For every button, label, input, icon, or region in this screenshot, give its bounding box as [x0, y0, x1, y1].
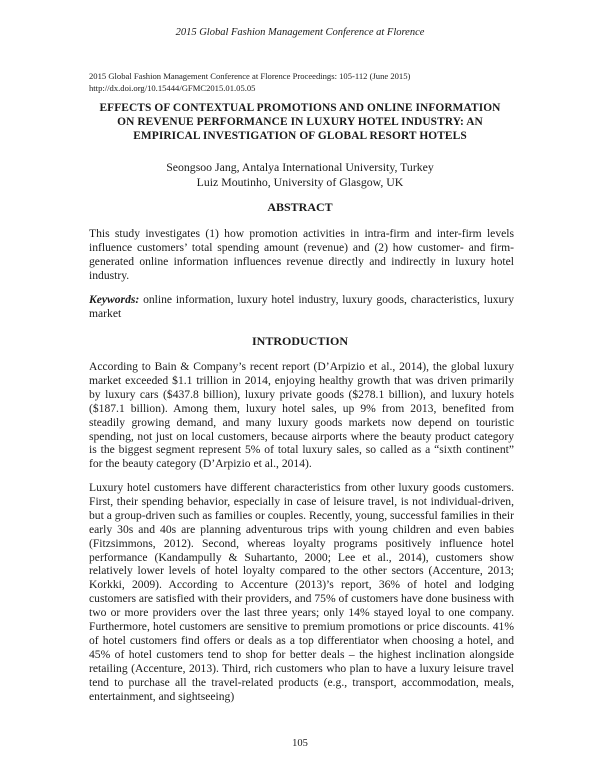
- abstract-text: This study investigates (1) how promotion activities in intra-firm and inter-firm levels influence customers’ total spending amount (revenue) and (2) how customer- and firm-generated online information influences revenue directly and indirectly in luxury hotel industry.: [89, 227, 514, 282]
- title-line-1: EFFECTS OF CONTEXTUAL PROMOTIONS AND ONLINE INFORMATION: [99, 102, 501, 114]
- citation-block: [89, 71, 410, 94]
- author-2: Luiz Moutinho, University of Glasgow, UK: [196, 174, 404, 189]
- keywords-text: online information, luxury hotel industry, luxury goods, characteristics, luxury market: [89, 293, 514, 320]
- citation-proceedings: 2015 Global Fashion Management Conference at Florence Proceedings: 105-112 (June 2015): [89, 71, 411, 81]
- title-line-2: ON REVENUE PERFORMANCE IN LUXURY HOTEL INDUSTRY: AN: [117, 116, 483, 128]
- intro-paragraph-2: Luxury hotel customers have different characteristics from other luxury goods customers. First, their spending behavior, especially in case of leisure travel, is not individual-driven, but a group-driven such as families or couples. Recently, young, successful families in their early 30s and 40s are planning adventurous trips with young children and even babies (Fitzsimmons, 2012). Second, whereas loyalty programs positively influence hotel performance (Kandampully & Suhartanto, 2000; Lee et al., 2014), customers show relatively lower levels of hotel loyalty compared to the other sectors (Accenture, 2013; Korkki, 2009). According to Accenture (2013)’s report, 36% of hotel and lodging customers are satisfied with their providers, and 75% of customers have done business with two or more providers over the last three years; only 14% stayed loyal to one company. Furthermore, hotel customers are sensitive to premium promotions or price discounts. 41% of hotel customers find offers or deals as a top differentiator when choosing a hotel, and 45% of hotel customers tend to shop for better deals – the highest inclination alongside retailing (Accenture, 2013). Third, rich customers who plan to have a luxury leisure travel tend to purchase all the travel-related products (e.g., transport, accommodation, meals, entertainment, and sightseeing): [89, 481, 515, 703]
- author-list: [0, 160, 600, 189]
- introduction-heading: INTRODUCTION: [251, 334, 348, 348]
- keywords-label: Keywords:: [89, 293, 140, 306]
- intro-paragraph-1: According to Bain & Company’s recent report (D’Arpizio et al., 2014), the global luxury market exceeded $1.1 trillion in 2014, enjoying healthy growth that was driven primarily by luxury cars ($437.8 billion), luxury private goods ($278.1 billion), and luxury hotels ($187.1 billion). Among them, luxury hotel sales, up 9% from 2013, benefited from steadily growing demand, and many luxury goods markets now depend on touristic spending, not just on local customers, because airports where the beauty product category is the biggest segment represent 5% of total luxury sales, so called as a “sixth continent” for the beauty category (D’Arpizio et al., 2014).: [89, 360, 514, 471]
- running-head: 2015 Global Fashion Management Conference at Florence: [175, 27, 425, 38]
- abstract-heading: ABSTRACT: [267, 200, 333, 214]
- paper-title: [80, 101, 520, 143]
- author-1: Seongsoo Jang, Antalya International University, Turkey: [166, 160, 434, 174]
- citation-doi: http://dx.doi.org/10.15444/GFMC2015.01.05.05: [89, 82, 256, 93]
- title-line-3: EMPIRICAL INVESTIGATION OF GLOBAL RESORT HOTELS: [133, 130, 467, 142]
- keywords: [89, 293, 514, 321]
- page-number: 105: [292, 738, 308, 749]
